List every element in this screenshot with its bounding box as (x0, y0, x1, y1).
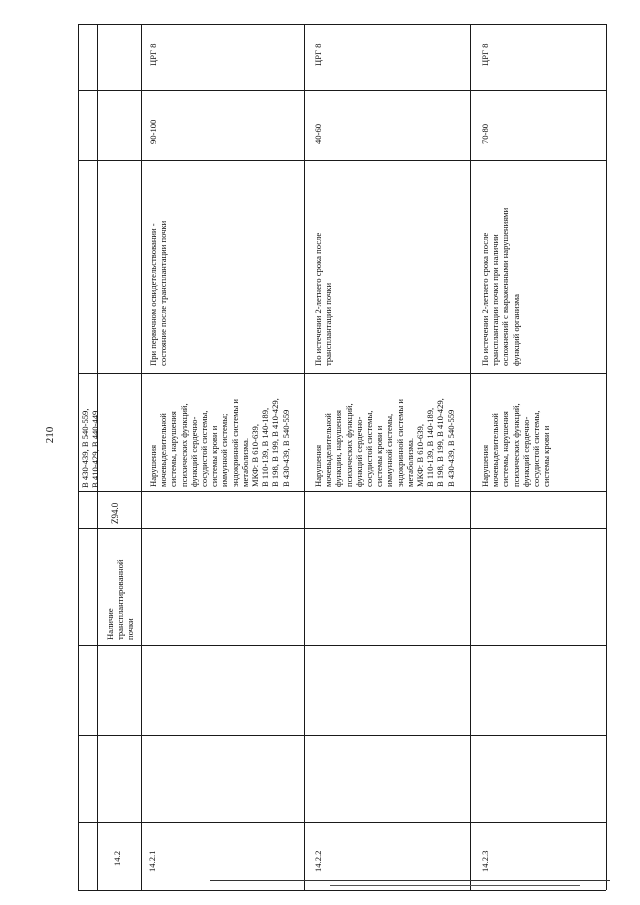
row-14-2-2-percent: 40-60 (313, 123, 323, 144)
row-14-2-1-group: ЦРГ 8 (148, 43, 158, 66)
column-divider-group (78, 90, 606, 91)
row-14-2-3-group: ЦРГ 8 (480, 43, 490, 66)
row-14-2-number: 14.2 (112, 850, 122, 866)
scan-edge-line-2 (330, 885, 580, 886)
row-divider-3 (304, 24, 305, 890)
table-border-bottom (78, 890, 606, 891)
row-14-2-3-number: 14.2.3 (480, 850, 490, 872)
row-divider-2 (141, 24, 142, 890)
column-divider-icd (78, 528, 606, 529)
row-14-2-icd-code: Z94.0 (110, 502, 120, 524)
row-14-2-1-description: При первичном освидетельствовании - состояние после трансплантации почки (148, 220, 169, 366)
table-border-left (78, 24, 79, 890)
column-divider-percent (78, 160, 606, 161)
row-14-2-1-impairments: Нарушения мочевыделительной системы, нарушения психических функций, функций сердечно- сосудистой системы, системы крови и иммунной системы; эндокринной системы и метаболизма. МКФ: В 610-639, В 110-139, В 140-189, В 198, В 199, В 410-429, В 430-439, В 540-559 (148, 398, 291, 487)
row-14-2-3-description: По истечении 2-летнего срока после трансплантации почки при наличии осложнений с выраженными нарушениями функций организма (480, 207, 521, 366)
scan-edge-line (210, 880, 610, 881)
column-divider-empty-1 (78, 735, 606, 736)
row-14-2-2-number: 14.2.2 (313, 850, 323, 872)
page-number: 210 (44, 426, 56, 444)
column-divider-impairments (78, 491, 606, 492)
row-divider-4 (470, 24, 471, 890)
row-14-2-2-impairments: Нарушения мочевыделительной функции, нарушения психических функций, функций сердечно- сосудистой системы, системы крови и иммунной системы, эндокринной системы и метаболизма. МКФ: В 610-639, В 110-139, В 140-189, В 198, В 199, В 410-429, В 430-439, В 540-559 (313, 398, 456, 487)
column-divider-num (78, 822, 606, 823)
column-divider-description (78, 373, 606, 374)
row-14-2-1-number: 14.2.1 (147, 850, 157, 872)
row-14-2-3-impairments: Нарушения мочевыделительной системы, нарушения психических функций, функций сердечно- сосудистой системы, системы крови и (480, 403, 552, 487)
row-14-2-1-percent: 90-100 (148, 119, 158, 144)
row-14-2-name: Наличие трансплантированной почки (105, 559, 136, 640)
column-divider-name (78, 645, 606, 646)
table-border-top (78, 24, 606, 25)
row-14-2-2-description: По истечении 2-летнего срока после трансплантации почки (313, 232, 334, 366)
intro-codes-tail: В 430-439, В 540-559, В 410-429, В 440-449 (80, 408, 101, 488)
row-14-2-2-group: ЦРГ 8 (313, 43, 323, 66)
table-border-right (606, 24, 607, 890)
row-14-2-3-percent: 70-80 (480, 123, 490, 144)
